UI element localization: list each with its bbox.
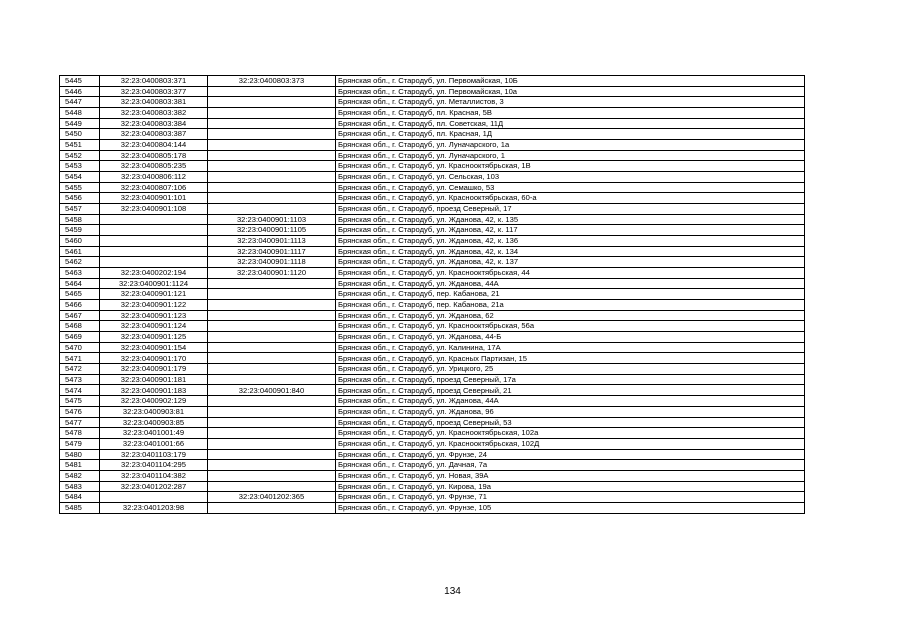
address-cell: Брянская обл., г. Стародуб, ул. Урицкого, 25 (336, 364, 805, 375)
cadastral-number-cell: 32:23:0400803:371 (100, 76, 208, 87)
record-number-cell: 5461 (60, 246, 100, 257)
related-cadastral-number-cell (208, 108, 336, 119)
cadastral-number-cell: 32:23:0400901:181 (100, 374, 208, 385)
table-row (60, 321, 805, 332)
record-number-cell: 5447 (60, 97, 100, 108)
record-number-cell: 5470 (60, 342, 100, 353)
table-row (60, 204, 805, 215)
record-number-cell: 5471 (60, 353, 100, 364)
related-cadastral-number-cell (208, 428, 336, 439)
table-row (60, 428, 805, 439)
related-cadastral-number-cell (208, 300, 336, 311)
address-cell: Брянская обл., г. Стародуб, ул. Семашко, 53 (336, 182, 805, 193)
table-row (60, 460, 805, 471)
related-cadastral-number-cell: 32:23:0400901:1118 (208, 257, 336, 268)
address-cell: Брянская обл., г. Стародуб, проезд Северный, 17а (336, 374, 805, 385)
record-number-cell: 5458 (60, 214, 100, 225)
record-number-cell: 5450 (60, 129, 100, 140)
record-number-cell: 5462 (60, 257, 100, 268)
address-cell: Брянская обл., г. Стародуб, ул. Первомайская, 10а (336, 86, 805, 97)
cadastral-number-cell: 32:23:0400901:108 (100, 204, 208, 215)
table-row (60, 406, 805, 417)
record-number-cell: 5467 (60, 310, 100, 321)
record-number-cell: 5446 (60, 86, 100, 97)
related-cadastral-number-cell (208, 204, 336, 215)
table-row (60, 193, 805, 204)
cadastral-number-cell: 32:23:0400901:183 (100, 385, 208, 396)
table-row (60, 289, 805, 300)
related-cadastral-number-cell: 32:23:0400901:1103 (208, 214, 336, 225)
address-cell: Брянская обл., г. Стародуб, ул. Жданова, 44А (336, 278, 805, 289)
record-number-cell: 5454 (60, 172, 100, 183)
table-row (60, 470, 805, 481)
record-number-cell: 5463 (60, 268, 100, 279)
cadastral-number-cell: 32:23:0400901:154 (100, 342, 208, 353)
record-number-cell: 5483 (60, 481, 100, 492)
record-number-cell: 5482 (60, 470, 100, 481)
table-row (60, 364, 805, 375)
related-cadastral-number-cell (208, 460, 336, 471)
related-cadastral-number-cell (208, 310, 336, 321)
address-cell: Брянская обл., г. Стародуб, ул. Фрунзе, 71 (336, 492, 805, 503)
record-number-cell: 5455 (60, 182, 100, 193)
address-cell: Брянская обл., г. Стародуб, ул. Жданова, 62 (336, 310, 805, 321)
table-row (60, 118, 805, 129)
cadastral-number-cell: 32:23:0401103:179 (100, 449, 208, 460)
table-row (60, 108, 805, 119)
related-cadastral-number-cell (208, 438, 336, 449)
record-number-cell: 5472 (60, 364, 100, 375)
registry-table-body (60, 76, 805, 514)
record-number-cell: 5480 (60, 449, 100, 460)
related-cadastral-number-cell (208, 140, 336, 151)
address-cell: Брянская обл., г. Стародуб, ул. Краснооктябрьская, 44 (336, 268, 805, 279)
table-row (60, 353, 805, 364)
cadastral-number-cell: 32:23:0400903:81 (100, 406, 208, 417)
cadastral-number-cell: 32:23:0400903:85 (100, 417, 208, 428)
related-cadastral-number-cell (208, 150, 336, 161)
table-row (60, 129, 805, 140)
cadastral-number-cell: 32:23:0400806:112 (100, 172, 208, 183)
cadastral-number-cell: 32:23:0400901:124 (100, 321, 208, 332)
table-row (60, 374, 805, 385)
cadastral-number-cell: 32:23:0400202:194 (100, 268, 208, 279)
record-number-cell: 5485 (60, 502, 100, 513)
cadastral-number-cell (100, 225, 208, 236)
record-number-cell: 5478 (60, 428, 100, 439)
cadastral-number-cell: 32:23:0400805:235 (100, 161, 208, 172)
record-number-cell: 5484 (60, 492, 100, 503)
record-number-cell: 5475 (60, 396, 100, 407)
table-row (60, 246, 805, 257)
table-row (60, 417, 805, 428)
related-cadastral-number-cell: 32:23:0400901:1117 (208, 246, 336, 257)
related-cadastral-number-cell (208, 353, 336, 364)
cadastral-number-cell: 32:23:0401104:382 (100, 470, 208, 481)
related-cadastral-number-cell (208, 161, 336, 172)
cadastral-number-cell: 32:23:0400804:144 (100, 140, 208, 151)
address-cell: Брянская обл., г. Стародуб, пл. Советская, 11Д (336, 118, 805, 129)
record-number-cell: 5477 (60, 417, 100, 428)
related-cadastral-number-cell (208, 481, 336, 492)
cadastral-number-cell: 32:23:0401001:66 (100, 438, 208, 449)
related-cadastral-number-cell (208, 321, 336, 332)
cadastral-number-cell: 32:23:0400901:179 (100, 364, 208, 375)
table-row (60, 481, 805, 492)
related-cadastral-number-cell (208, 342, 336, 353)
cadastral-number-cell (100, 257, 208, 268)
address-cell: Брянская обл., г. Стародуб, пл. Красная, 1Д (336, 129, 805, 140)
cadastral-number-cell: 32:23:0400901:1124 (100, 278, 208, 289)
table-row (60, 300, 805, 311)
cadastral-number-cell: 32:23:0401203:98 (100, 502, 208, 513)
related-cadastral-number-cell (208, 97, 336, 108)
related-cadastral-number-cell (208, 449, 336, 460)
cadastral-number-cell: 32:23:0400805:178 (100, 150, 208, 161)
table-row (60, 385, 805, 396)
record-number-cell: 5459 (60, 225, 100, 236)
address-cell: Брянская обл., г. Стародуб, ул. Красных Партизан, 15 (336, 353, 805, 364)
address-cell: Брянская обл., г. Стародуб, ул. Жданова, 42, к. 135 (336, 214, 805, 225)
address-cell: Брянская обл., г. Стародуб, ул. Кирова, 19а (336, 481, 805, 492)
address-cell: Брянская обл., г. Стародуб, ул. Новая, 39А (336, 470, 805, 481)
address-cell: Брянская обл., г. Стародуб, ул. Жданова, 42, к. 136 (336, 236, 805, 247)
related-cadastral-number-cell (208, 172, 336, 183)
table-row (60, 449, 805, 460)
table-row (60, 438, 805, 449)
address-cell: Брянская обл., г. Стародуб, ул. Жданова, 44А (336, 396, 805, 407)
table-row (60, 161, 805, 172)
address-cell: Брянская обл., г. Стародуб, ул. Краснооктябрьская, 60-а (336, 193, 805, 204)
related-cadastral-number-cell (208, 406, 336, 417)
cadastral-number-cell: 32:23:0401104:295 (100, 460, 208, 471)
table-row (60, 97, 805, 108)
table-row (60, 236, 805, 247)
table-row (60, 278, 805, 289)
table-row (60, 268, 805, 279)
address-cell: Брянская обл., г. Стародуб, ул. Жданова, 42, к. 134 (336, 246, 805, 257)
table-row (60, 310, 805, 321)
table-row (60, 396, 805, 407)
related-cadastral-number-cell (208, 118, 336, 129)
address-cell: Брянская обл., г. Стародуб, ул. Дачная, 7а (336, 460, 805, 471)
address-cell: Брянская обл., г. Стародуб, ул. Фрунзе, 24 (336, 449, 805, 460)
related-cadastral-number-cell (208, 364, 336, 375)
address-cell: Брянская обл., г. Стародуб, проезд Северный, 21 (336, 385, 805, 396)
record-number-cell: 5476 (60, 406, 100, 417)
registry-table (59, 75, 805, 514)
cadastral-number-cell: 32:23:0400803:377 (100, 86, 208, 97)
address-cell: Брянская обл., г. Стародуб, пер. Кабанова, 21 (336, 289, 805, 300)
cadastral-number-cell: 32:23:0400901:123 (100, 310, 208, 321)
cadastral-number-cell (100, 246, 208, 257)
address-cell: Брянская обл., г. Стародуб, ул. Металлистов, 3 (336, 97, 805, 108)
cadastral-number-cell: 32:23:0400902:129 (100, 396, 208, 407)
related-cadastral-number-cell (208, 289, 336, 300)
related-cadastral-number-cell: 32:23:0400901:1105 (208, 225, 336, 236)
record-number-cell: 5465 (60, 289, 100, 300)
record-number-cell: 5445 (60, 76, 100, 87)
table-row (60, 86, 805, 97)
cadastral-number-cell: 32:23:0400803:387 (100, 129, 208, 140)
address-cell: Брянская обл., г. Стародуб, ул. Луначарского, 1а (336, 140, 805, 151)
table-row (60, 140, 805, 151)
related-cadastral-number-cell: 32:23:0400803:373 (208, 76, 336, 87)
table-row (60, 332, 805, 343)
cadastral-number-cell: 32:23:0400901:121 (100, 289, 208, 300)
record-number-cell: 5473 (60, 374, 100, 385)
record-number-cell: 5469 (60, 332, 100, 343)
record-number-cell: 5466 (60, 300, 100, 311)
related-cadastral-number-cell (208, 86, 336, 97)
table-row (60, 76, 805, 87)
related-cadastral-number-cell (208, 182, 336, 193)
related-cadastral-number-cell (208, 374, 336, 385)
cadastral-number-cell: 32:23:0400807:106 (100, 182, 208, 193)
table-row (60, 342, 805, 353)
address-cell: Брянская обл., г. Стародуб, ул. Жданова, 44-Б (336, 332, 805, 343)
cadastral-number-cell (100, 214, 208, 225)
address-cell: Брянская обл., г. Стародуб, ул. Краснооктябрьская, 102Д (336, 438, 805, 449)
cadastral-number-cell: 32:23:0400901:101 (100, 193, 208, 204)
record-number-cell: 5460 (60, 236, 100, 247)
record-number-cell: 5456 (60, 193, 100, 204)
related-cadastral-number-cell: 32:23:0400901:1120 (208, 268, 336, 279)
cadastral-number-cell: 32:23:0400901:122 (100, 300, 208, 311)
record-number-cell: 5479 (60, 438, 100, 449)
related-cadastral-number-cell (208, 396, 336, 407)
cadastral-number-cell: 32:23:0400901:170 (100, 353, 208, 364)
address-cell: Брянская обл., г. Стародуб, ул. Жданова, 96 (336, 406, 805, 417)
cadastral-number-cell (100, 492, 208, 503)
address-cell: Брянская обл., г. Стародуб, ул. Краснооктябрьская, 1В (336, 161, 805, 172)
table-row (60, 257, 805, 268)
table-row (60, 172, 805, 183)
cadastral-number-cell: 32:23:0400803:382 (100, 108, 208, 119)
related-cadastral-number-cell (208, 470, 336, 481)
address-cell: Брянская обл., г. Стародуб, ул. Краснооктябрьская, 102а (336, 428, 805, 439)
cadastral-number-cell: 32:23:0400803:384 (100, 118, 208, 129)
related-cadastral-number-cell: 32:23:0400901:840 (208, 385, 336, 396)
address-cell: Брянская обл., г. Стародуб, ул. Сельская, 103 (336, 172, 805, 183)
address-cell: Брянская обл., г. Стародуб, проезд Северный, 53 (336, 417, 805, 428)
page-number: 134 (444, 586, 461, 597)
table-row (60, 214, 805, 225)
address-cell: Брянская обл., г. Стародуб, ул. Калинина, 17А (336, 342, 805, 353)
record-number-cell: 5481 (60, 460, 100, 471)
record-number-cell: 5474 (60, 385, 100, 396)
record-number-cell: 5464 (60, 278, 100, 289)
address-cell: Брянская обл., г. Стародуб, ул. Жданова, 42, к. 137 (336, 257, 805, 268)
related-cadastral-number-cell: 32:23:0400901:1113 (208, 236, 336, 247)
related-cadastral-number-cell (208, 278, 336, 289)
address-cell: Брянская обл., г. Стародуб, пер. Кабанова, 21а (336, 300, 805, 311)
record-number-cell: 5453 (60, 161, 100, 172)
record-number-cell: 5451 (60, 140, 100, 151)
address-cell: Брянская обл., г. Стародуб, ул. Луначарского, 1 (336, 150, 805, 161)
table-row (60, 225, 805, 236)
table-row (60, 502, 805, 513)
cadastral-number-cell (100, 236, 208, 247)
address-cell: Брянская обл., г. Стародуб, ул. Первомайская, 10Б (336, 76, 805, 87)
cadastral-number-cell: 32:23:0400901:125 (100, 332, 208, 343)
cadastral-number-cell: 32:23:0401202:287 (100, 481, 208, 492)
record-number-cell: 5449 (60, 118, 100, 129)
address-cell: Брянская обл., г. Стародуб, ул. Фрунзе, 105 (336, 502, 805, 513)
record-number-cell: 5452 (60, 150, 100, 161)
related-cadastral-number-cell (208, 417, 336, 428)
related-cadastral-number-cell (208, 332, 336, 343)
cadastral-number-cell: 32:23:0401001:49 (100, 428, 208, 439)
related-cadastral-number-cell (208, 129, 336, 140)
address-cell: Брянская обл., г. Стародуб, ул. Жданова, 42, к. 117 (336, 225, 805, 236)
related-cadastral-number-cell (208, 193, 336, 204)
related-cadastral-number-cell: 32:23:0401202:365 (208, 492, 336, 503)
table-row (60, 150, 805, 161)
address-cell: Брянская обл., г. Стародуб, ул. Краснооктябрьская, 56а (336, 321, 805, 332)
table-row (60, 492, 805, 503)
record-number-cell: 5468 (60, 321, 100, 332)
address-cell: Брянская обл., г. Стародуб, пл. Красная, 5В (336, 108, 805, 119)
record-number-cell: 5448 (60, 108, 100, 119)
cadastral-number-cell: 32:23:0400803:381 (100, 97, 208, 108)
related-cadastral-number-cell (208, 502, 336, 513)
address-cell: Брянская обл., г. Стародуб, проезд Северный, 17 (336, 204, 805, 215)
table-row (60, 182, 805, 193)
record-number-cell: 5457 (60, 204, 100, 215)
